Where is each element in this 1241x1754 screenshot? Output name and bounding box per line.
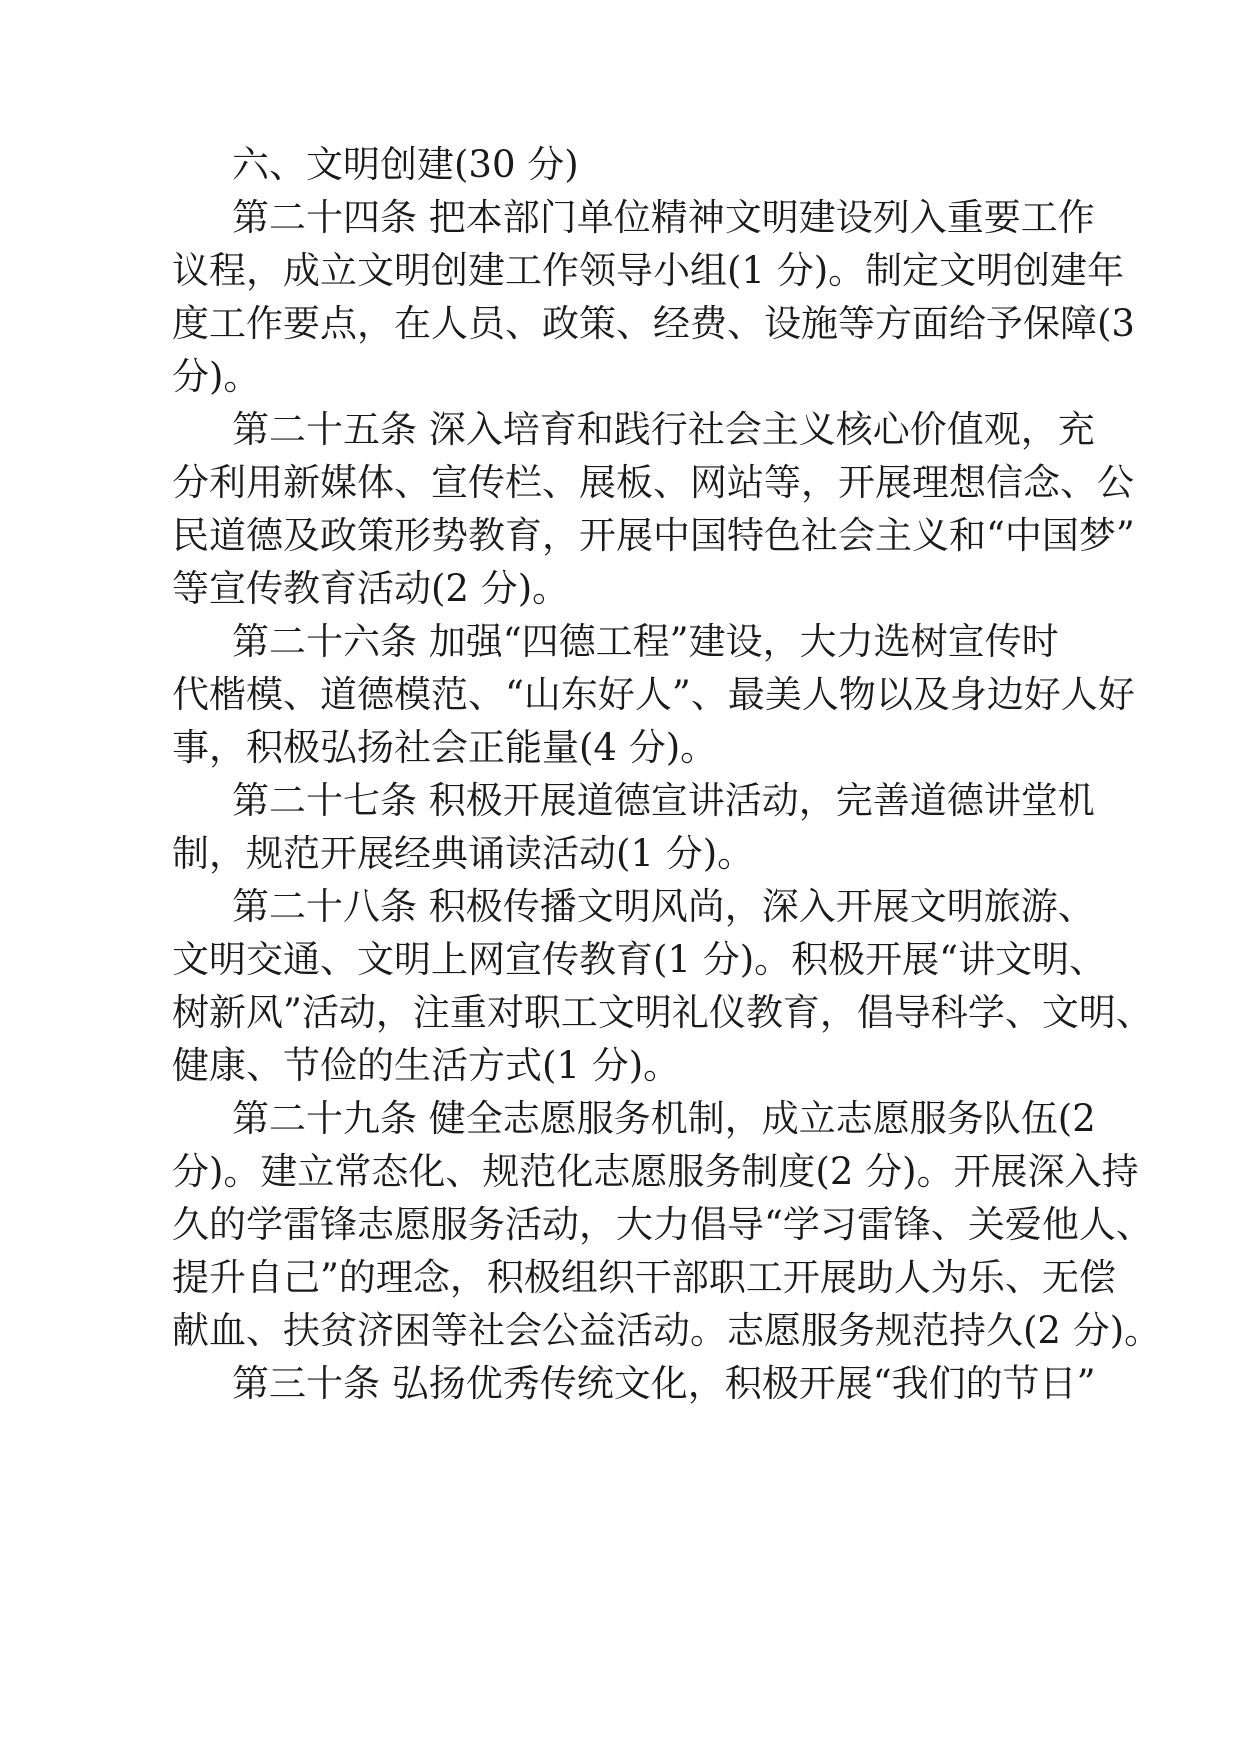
paragraph-line: 提升自己”的理念，积极组织干部职工开展助人为乐、无偿: [172, 1256, 1116, 1299]
paragraph-line: 健康、节俭的生活方式(1 分)。: [172, 1044, 681, 1087]
paragraph-line: 树新风”活动，注重对职工文明礼仪教育，倡导科学、文明、: [172, 991, 1153, 1034]
section-heading: 六、文明创建(30 分): [232, 143, 579, 186]
paragraph-line: 第二十五条 深入培育和践行社会主义核心价值观，充: [232, 408, 1095, 451]
paragraph-line: 献血、扶贫济困等社会公益活动。志愿服务规范持久(2 分)。: [172, 1309, 1162, 1352]
paragraph-line: 事，积极弘扬社会正能量(4 分)。: [172, 726, 718, 769]
paragraph-line: 代楷模、道德模范、“山东好人”、最美人物以及身边好人好: [172, 673, 1135, 716]
paragraph-line: 第二十六条 加强“四德工程”建设，大力选树宣传时: [232, 620, 1059, 663]
paragraph-line: 分利用新媒体、宣传栏、展板、网站等，开展理想信念、公: [172, 461, 1134, 504]
paragraph-line: 第二十四条 把本部门单位精神文明建设列入重要工作: [232, 196, 1095, 239]
paragraph-line: 等宣传教育活动(2 分)。: [172, 567, 570, 610]
paragraph-line: 分)。建立常态化、规范化志愿服务制度(2 分)。开展深入持: [172, 1150, 1139, 1193]
paragraph-line: 第二十八条 积极传播文明风尚，深入开展文明旅游、: [232, 885, 1095, 928]
paragraph-line: 制，规范开展经典诵读活动(1 分)。: [172, 832, 755, 875]
paragraph-line: 议程，成立文明创建工作领导小组(1 分)。制定文明创建年: [172, 249, 1125, 292]
paragraph-line: 度工作要点，在人员、政策、经费、设施等方面给予保障(3: [172, 302, 1135, 345]
paragraph-line: 民道德及政策形势教育，开展中国特色社会主义和“中国梦”: [172, 514, 1135, 557]
paragraph-line: 第二十七条 积极开展道德宣讲活动，完善道德讲堂机: [232, 779, 1095, 822]
paragraph-line: 第二十九条 健全志愿服务机制，成立志愿服务队伍(2: [232, 1097, 1096, 1140]
paragraph-line: 分)。: [172, 355, 261, 398]
paragraph-line: 第三十条 弘扬优秀传统文化，积极开展“我们的节日”: [232, 1362, 1096, 1405]
paragraph-line: 文明交通、文明上网宣传教育(1 分)。积极开展“讲文明、: [172, 938, 1107, 981]
paragraph-line: 久的学雷锋志愿服务活动，大力倡导“学习雷锋、关爱他人、: [172, 1203, 1153, 1246]
